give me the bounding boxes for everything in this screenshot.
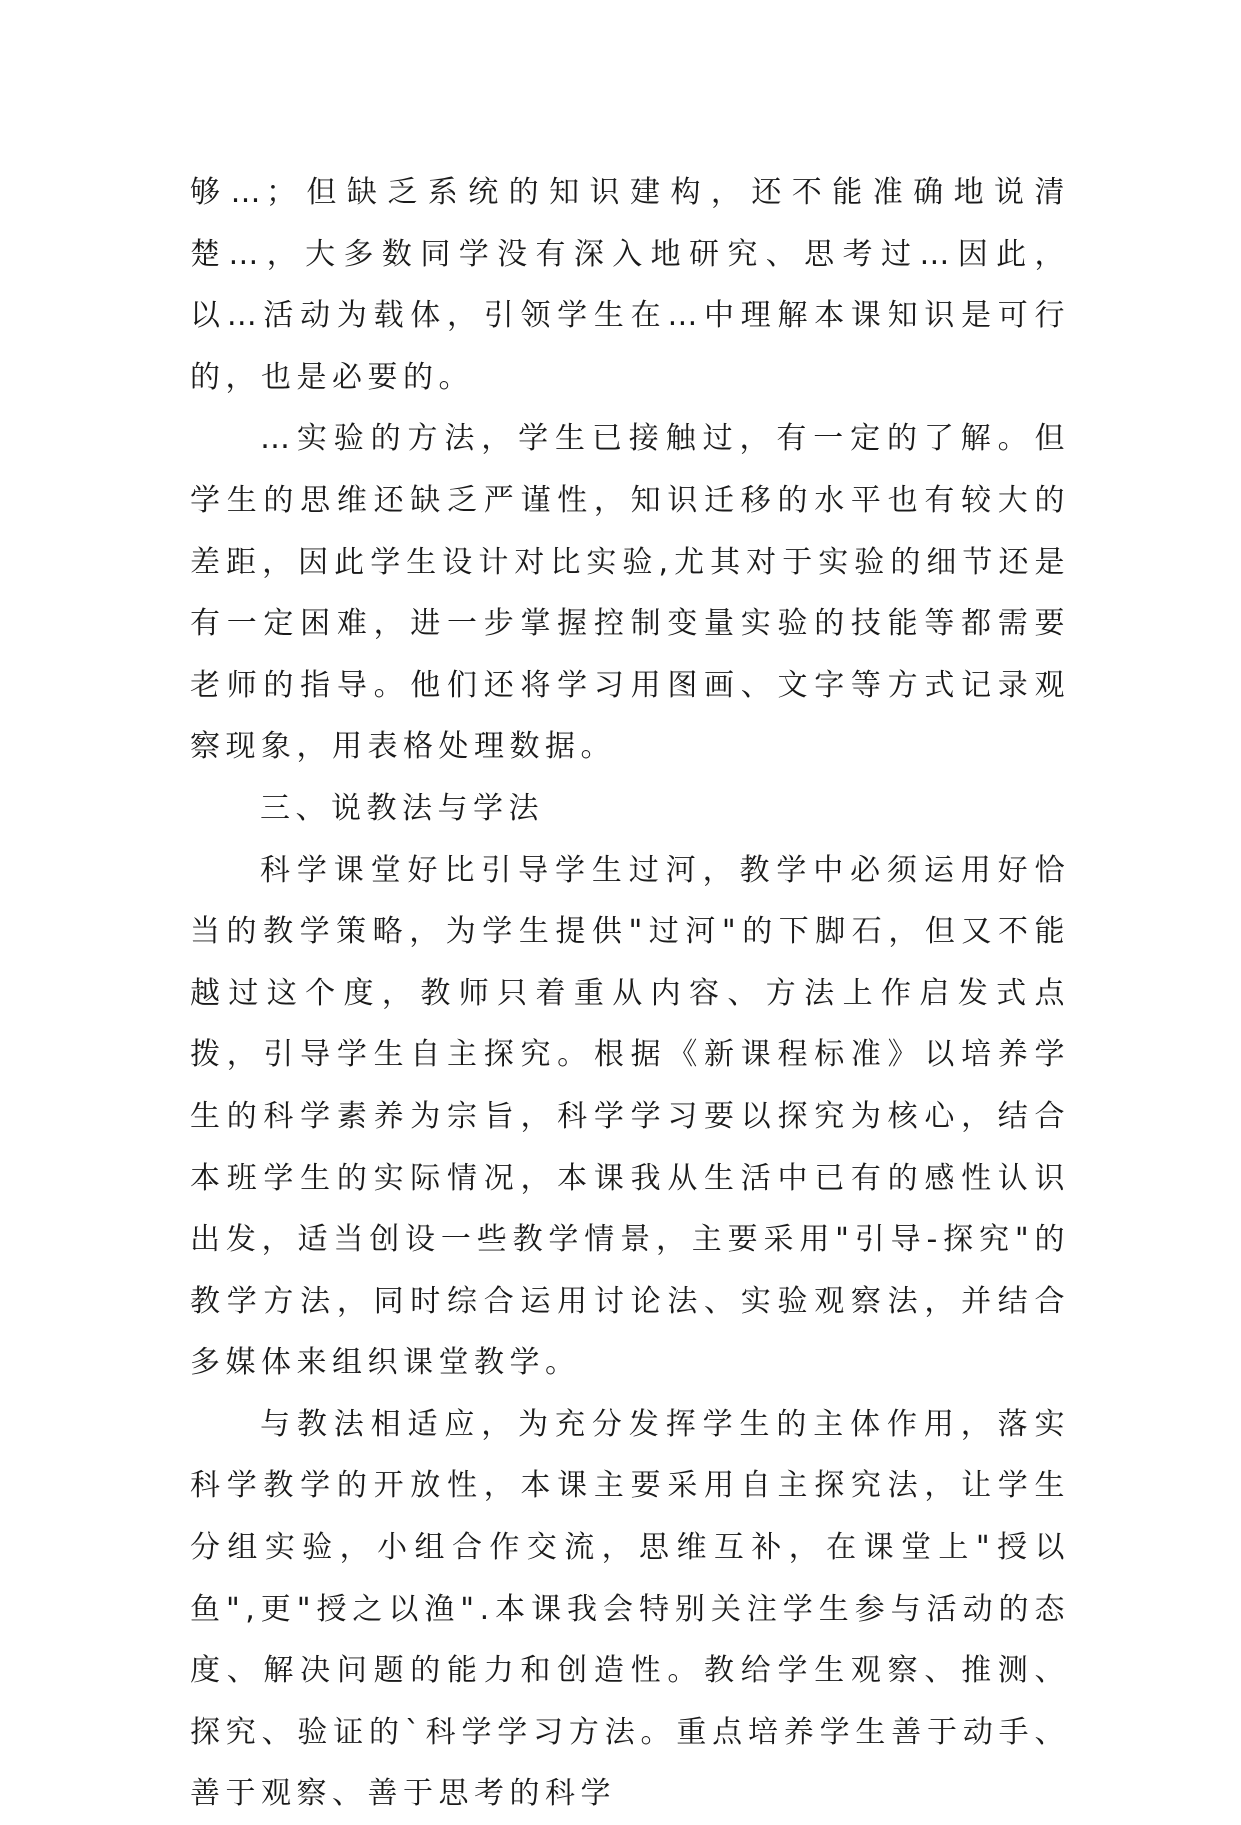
document-body	[190, 162, 1070, 1825]
paragraph-teaching-method: 科学课堂好比引导学生过河，教学中必须运用好恰当的教学策略，为学生提供"过河"的下脚石，但又不能越过这个度，教师只着重从内容、方法上作启发式点拨，引导学生自主探究。根据《新课程标准》以培养学生的科学素养为宗旨，科学学习要以探究为核心，结合本班学生的实际情况，本课我从生活中已有的感性认识出发，适当创设一些教学情景，主要采用"引导-探究"的教学方法，同时综合运用讨论法、实验观察法，并结合多媒体来组织课堂教学。	[190, 852, 1070, 1381]
paragraph-student-analysis: 够…；但缺乏系统的知识建构，还不能准确地说清楚…，大多数同学没有深入地研究、思考过…因此，以…活动为载体，引领学生在…中理解本课知识是可行的，也是必要的。	[190, 175, 1070, 395]
paragraph-learning-method: 与教法相适应，为充分发挥学生的主体作用，落实科学教学的开放性，本课主要采用自主探究法，让学生分组实验，小组合作交流，思维互补，在课堂上"授以鱼",更"授之以渔".本课我会特别关注学生参与活动的态度、解决问题的能力和创造性。教给学生观察、推测、探究、验证的`科学学习方法。重点培养学生善于动手、善于观察、善于思考的科学	[190, 1406, 1070, 1812]
paragraph-experiment-method: …实验的方法，学生已接触过，有一定的了解。但学生的思维还缺乏严谨性，知识迁移的水平也有较大的差距，因此学生设计对比实验,尤其对于实验的细节还是有一定困难，进一步掌握控制变量实验的技能等都需要老师的指导。他们还将学习用图画、文字等方式记录观察现象，用表格处理数据。	[190, 421, 1070, 765]
section-heading-teaching-methods: 三、说教法与学法	[260, 790, 544, 826]
